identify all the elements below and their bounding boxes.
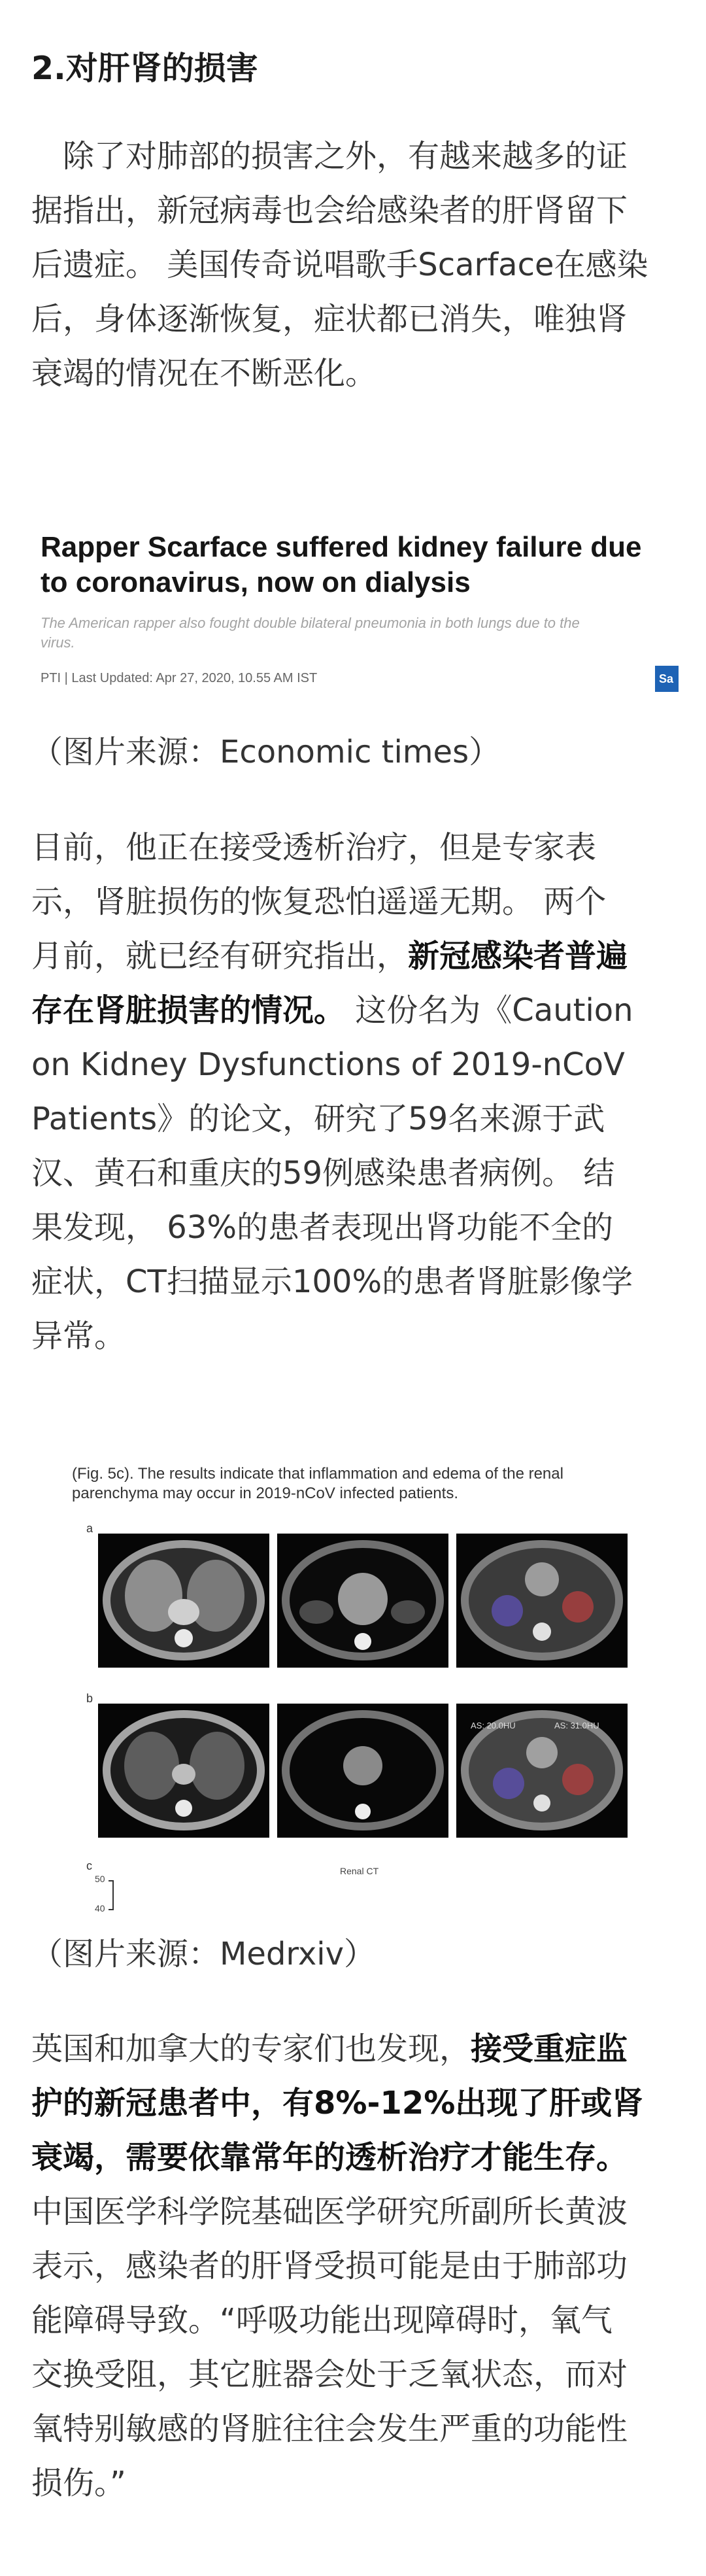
scale-label-bottom: 40 (95, 1903, 105, 1914)
expert-paragraph (31, 2022, 679, 2511)
text-line: 据指出，新冠病毒也会给感染者的肝肾留下 (31, 192, 628, 229)
ct-lung-image (98, 1704, 269, 1838)
bold-text: 衰竭，需要依靠常年的透析治疗才能生存。 (31, 2139, 628, 2176)
text-line (31, 2131, 679, 2185)
figure-caption-line: parenchyma may occur in 2019-nCoV infected patients. (72, 1485, 458, 1502)
text-line (31, 2076, 679, 2131)
ct-overlay-text: AS: 31.0HU (554, 1721, 599, 1730)
text-line (31, 984, 679, 1038)
text-line: 中国医学科学院基础医学研究所副所长黄波 (31, 2193, 628, 2230)
text-line: 表示，感染者的肝肾受损可能是由于肺部功 (31, 2248, 628, 2284)
scale-bar (112, 1880, 114, 1910)
news-subtitle-line: virus. (41, 634, 75, 651)
bold-text: 护的新冠患者中，有8%-12%出现了肝或肾 (31, 2085, 644, 2121)
news-clipping-image (31, 510, 679, 713)
text-line: 目前，他正在接受透析治疗，但是专家表 (31, 829, 597, 866)
ct-lung-image (98, 1534, 269, 1668)
intro-paragraph (31, 129, 679, 401)
section-heading: 2.对肝肾的损害 (31, 50, 258, 87)
text-line: 果发现， 63%的患者表现出肾功能不全的 (31, 1209, 613, 1246)
text-line: Patients》的论文，研究了59名来源于武 (31, 1101, 605, 1137)
scale-tick (109, 1909, 114, 1910)
text-line: 除了对肺部的损害之外，有越来越多的证 (31, 138, 628, 175)
text-line (31, 2022, 679, 2076)
ct-renal-image (456, 1534, 628, 1668)
news-headline-line: Rapper Scarface suffered kidney failure due (41, 531, 642, 563)
ct-scan-figure (59, 1462, 654, 1919)
figure-caption-line: (Fig. 5c). The results indicate that inflammation and edema of the renal (72, 1465, 563, 1483)
text-line: 后，身体逐渐恢复，症状都已消失，唯独肾 (31, 301, 628, 337)
text-line: 能障碍导致。“呼吸功能出现障碍时，氧气 (31, 2302, 613, 2339)
figure-caption (72, 1464, 647, 1503)
text-line: 症状，CT扫描显示100%的患者肾脏影像学 (31, 1263, 633, 1300)
text-line (31, 929, 679, 984)
image-source-caption: （图片来源：Medrxiv） (31, 1936, 376, 1972)
ct-mediastinum-image (277, 1704, 448, 1838)
ct-renal-image (456, 1704, 628, 1838)
bold-text: 接受重症监 (471, 2031, 628, 2067)
ct-mediastinum-image (277, 1534, 448, 1668)
text-line: 示，肾脏损伤的恢复恐怕遥遥无期。 两个 (31, 884, 607, 920)
panel-label-b: b (86, 1692, 93, 1705)
panel-label-c: c (86, 1859, 92, 1872)
text-span: 月前，就已经有研究指出， (31, 938, 409, 974)
scale-tick (109, 1880, 114, 1881)
news-site-badge: Sa (655, 666, 679, 692)
text-line: 氧特别敏感的肾脏往往会发生严重的功能性 (31, 2411, 628, 2447)
news-headline (41, 530, 679, 600)
text-line: 汉、黄石和重庆的59例感染患者病例。 结 (31, 1155, 615, 1192)
news-subtitle-line: The American rapper also fought double bilateral pneumonia in both lungs due to the (41, 615, 580, 631)
text-line: 后遗症。 美国传奇说唱歌手Scarface在感染 (31, 247, 648, 283)
ct-overlay-text: AS: 20.0HU (471, 1721, 516, 1730)
bold-text: 新冠感染者普遍 (408, 938, 628, 974)
study-paragraph (31, 821, 679, 1364)
panel-label-a: a (86, 1522, 93, 1535)
news-subtitle (41, 613, 679, 653)
text-span: 这份名为《Caution (345, 992, 633, 1029)
scale-label-top: 50 (95, 1874, 105, 1884)
news-meta: PTI | Last Updated: Apr 27, 2020, 10.55 AM IST (41, 671, 318, 685)
bold-text: 存在肾脏损害的情况。 (31, 992, 346, 1029)
text-line: 衰竭的情况在不断恶化。 (31, 355, 377, 392)
text-line: 异常。 (31, 1318, 126, 1354)
renal-ct-label: Renal CT (340, 1866, 379, 1876)
image-source-caption: （图片来源：Economic times） (31, 734, 501, 770)
text-line: on Kidney Dysfunctions of 2019-nCoV (31, 1046, 625, 1083)
text-span: 英国和加拿大的专家们也发现， (31, 2031, 471, 2067)
news-headline-line: to coronavirus, now on dialysis (41, 566, 471, 598)
text-line: 损伤。” (31, 2465, 126, 2501)
text-line: 交换受阻，其它脏器会处于乏氧状态，而对 (31, 2356, 628, 2393)
